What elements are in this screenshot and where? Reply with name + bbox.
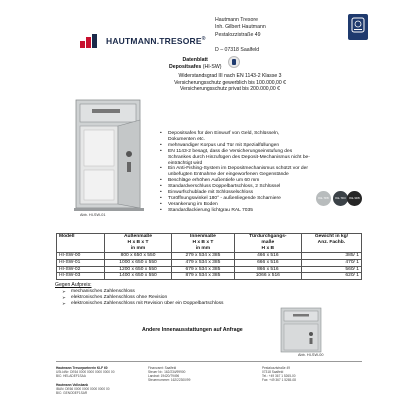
cell-outer: 1000 x 650 x 550 — [105, 259, 172, 266]
col-header-weight: Gewicht in kg/ Anz. Fachb. — [301, 234, 361, 253]
col-header-outer: Außenmaße H x B x T in mm — [105, 234, 172, 253]
image-caption: Abb. HI-SW-01 — [80, 213, 106, 217]
company-logo — [80, 34, 206, 48]
col-header-door: Türdurchgangs- maße H x B — [234, 234, 301, 253]
address-spacer — [215, 39, 266, 46]
cell-model: HI-SW-00 — [57, 252, 105, 259]
feature-item: • Standardverschluss Doppelbartschloss, 2 Schlüssel — [160, 184, 310, 190]
cell-inner: 879 x 534 x 385 — [172, 273, 235, 280]
intro-line: Versicherungsschutz privat bis 200.000,00 € — [180, 86, 280, 93]
ral-chip: RAL 7016 — [333, 191, 348, 206]
quality-seal-icon — [348, 14, 368, 40]
feature-item-continued: Schrankes durch Hinzufügen des Deposit-Mechanismus nicht be- — [168, 154, 310, 160]
lock-option-item: ➢ elektronisches Zahlenschloss ohne Revision — [62, 295, 224, 301]
address-line: Inh. Gilbert Hautmann — [215, 24, 266, 31]
col-header-model: Modell — [57, 234, 105, 253]
feature-item: • Einwurfschublade mit Schlüsselschloss — [160, 190, 310, 196]
cell-inner: 279 x 534 x 385 — [172, 252, 235, 259]
feature-item-continued: einträchtigt wird — [168, 160, 203, 166]
feature-list — [160, 131, 310, 214]
cell-weight: 620/ 1 — [301, 273, 361, 280]
cell-weight: 470/ 1 — [301, 259, 361, 266]
cell-weight: 560/ 1 — [301, 266, 361, 273]
footer-col-tax: Finanzamt: Saalfeld Steuer Nr.: 162/234/99900 Landrat: 19420/79496 Steuernummer: 162/22300/99 — [148, 366, 191, 382]
intro-line: Versicherungsschutz gewerblich bis 100.000,00 € — [174, 79, 286, 86]
table-row — [57, 266, 362, 273]
cell-outer: 800 x 650 x 550 — [105, 252, 172, 259]
cell-outer: 1200 x 650 x 550 — [105, 266, 172, 273]
cell-weight: 385/ 1 — [301, 252, 361, 259]
logo-mark-icon — [80, 34, 102, 48]
ral-chip: RAL 7035 — [316, 191, 331, 206]
ral-chip: RAL 9005 — [347, 191, 362, 206]
cell-door: 866 x 516 — [234, 266, 301, 273]
info-icon — [228, 56, 240, 68]
sheet-heading — [169, 57, 221, 71]
lock-options-title: Gegen Aufpreis: — [55, 282, 92, 288]
page-footer — [56, 361, 362, 395]
cell-model: HI-SW-02 — [57, 266, 105, 273]
footer-col-contact: Pestalozzistraße 49 07318 Saalfeld Tel.: +49 367 1 5265-00 Fax: +49 367 1 5265-08 — [262, 366, 296, 382]
address-line: Hautmann Tresore — [215, 17, 258, 23]
feature-item: • Depositsafes für den Einwurf von Geld, Schlüsseln, — [160, 131, 310, 137]
table-header-row — [57, 234, 362, 253]
cell-outer: 1400 x 650 x 550 — [105, 273, 172, 280]
address-line: D – 07318 Saalfeld — [215, 46, 260, 53]
feature-item: • EN 1143-2 besagt, dass die Versicherungseinstufung des — [160, 149, 310, 155]
feature-item-continued: Dokumenten etc. — [168, 136, 205, 142]
intro-block — [150, 73, 310, 93]
logo-wordmark: HAUTMANN.TRESORE® — [106, 36, 206, 46]
cell-inner: 679 x 534 x 385 — [172, 266, 235, 273]
footer-col-bank2: Hautmann Volksbank IBAN: DE66 0000 0000 0000 0000 00 BIC: GENODEF1SAR — [56, 383, 110, 395]
deposit-safe-small-image — [273, 304, 329, 354]
intro-line: Widerstandsgrad III nach EN 1143-2 Klasse 3 — [178, 73, 282, 79]
custom-interior-note: Andere Innenausstattungen auf Anfrage — [142, 327, 243, 333]
feature-item: • Standardlackierung lichtgrau RAL 7035 — [160, 208, 310, 214]
lock-option-item: ➢ mechanisches Zahlenschloss — [62, 289, 224, 295]
address-line: Pestalozzistraße 49 — [215, 31, 261, 38]
sheet-subtitle: Depositsafes (HI-SW) — [169, 64, 222, 70]
lock-options-list — [62, 289, 224, 307]
feature-item: • Beschläge erhöhen Außentiefe um 60 mm — [160, 178, 310, 184]
seal-emblem-icon — [351, 17, 365, 33]
cell-door: 466 x 516 — [234, 252, 301, 259]
feature-item: • mehrwandiger Korpus und Tür mit Spezialfüllungen — [160, 143, 310, 149]
cell-model: HI-SW-01 — [57, 259, 105, 266]
deposit-safe-image — [74, 96, 148, 212]
table-row — [57, 252, 362, 259]
image-caption: Abb. HI-SW-00 — [298, 353, 324, 357]
cell-door: 666 x 516 — [234, 259, 301, 266]
cell-inner: 479 x 534 x 385 — [172, 259, 235, 266]
cell-door: 1066 x 516 — [234, 273, 301, 280]
feature-item: • Ein Anti-Fishing-System im Depositmechanismus schützt vor der — [160, 166, 310, 172]
company-address — [215, 17, 266, 54]
table-row — [57, 259, 362, 266]
cell-model: HI-SW-03 — [57, 273, 105, 280]
table-row — [57, 273, 362, 280]
feature-item-continued: unbefugten Entnahme der eingeworfenen Gegenstände — [168, 172, 289, 178]
footer-col-bank: Hautmann Tresorpartnerin KLF 60 USt-IdNr: DE64 0000 0000 0000 0000 00 BIC: HELADEF1SAA — [56, 366, 115, 378]
model-spec-table — [56, 233, 362, 280]
col-header-inner: Innenmaße H x B x T in mm — [172, 234, 235, 253]
ral-color-chips — [316, 191, 362, 221]
lock-option-item: ➢ elektronisches Zahlenschloss mit Revision über ein Doppelbartschloss — [62, 301, 224, 307]
feature-item: • Verankerung im Boden — [160, 202, 310, 208]
feature-item: • Türöffnungswinkel 180° - außenliegende Scharniere — [160, 196, 310, 202]
sheet-title: Datenblatt — [182, 57, 208, 63]
